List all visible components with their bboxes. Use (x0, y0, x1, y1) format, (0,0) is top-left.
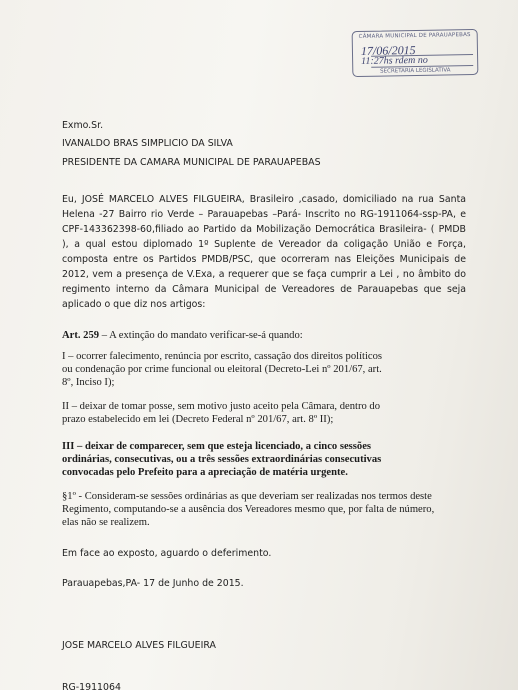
stamp-org: CÂMARA MUNICIPAL DE PARAUAPEBAS (358, 32, 471, 40)
article-title: Art. 259 (62, 330, 100, 341)
stamp-time: 11:27hs rdem no (361, 54, 428, 67)
addressee-role: PRESIDENTE DA CAMARA MUNICIPAL DE PARAUAPEBAS (62, 157, 321, 168)
stamp-date: 17/06/2015 (360, 42, 416, 58)
signature-name: JOSE MARCELO ALVES FILGUEIRA (62, 640, 216, 651)
addressee-name: IVANALDO BRAS SIMPLICIO DA SILVA (62, 138, 233, 149)
paragraph-1: §1º - Consideram-se sessões ordinárias as que deveriam ser realizadas nos termos deste Regimento, computando-se a ausência dos Vereadores mesmo que, por falta de número, elas não se realizem. (62, 491, 435, 528)
salutation: Exmo.Sr. (62, 120, 104, 131)
intro-paragraph: Eu, JOSÉ MARCELO ALVES FILGUEIRA, Brasileiro ,casado, domiciliado na rua Santa Helena -27 Bairro rio Verde – Parauapebas –Pará- Inscrito no RG-1911064-ssp-PA, e CPF-143362398-60,filiado ao Partido da Mobilização Democrática Brasileira- ( PMDB ), a qual estou diplomado 1º Suplente de Vereador da coligação União e Força, composta entre os Partidos PMDB/PSC, que ocorreram nas Eleições Municipais de 2012, vem a presença de V.Exa, a requerer que se faça cumprir a Lei , no âmbito do regimento interno da Câmara Municipal de Vereadores de Parauapebas que seja aplicado o que diz nos artigos: (62, 194, 466, 310)
article-text: – A extinção do mandato verificar-se-á quando: (99, 330, 303, 341)
stamp-dept: SECRETARIA LEGISLATIVA (380, 67, 451, 75)
inciso-3: III – deixar de comparecer, sem que esteja licenciado, a cinco sessões ordinárias, consecutivas, ou a três sessões extraordinárias consecutivas convocadas pelo Prefeito para a apreciação de matéria urgente. (62, 441, 382, 478)
closing-text: Em face ao exposto, aguardo o deferimento. (62, 548, 272, 559)
closing-date: Parauapebas,PA- 17 de Junho de 2015. (62, 578, 244, 589)
inciso-1: I – ocorrer falecimento, renúncia por escrito, cassação dos direitos políticos ou condenação por crime funcional ou eleitoral (Decreto-Lei nº 201/67, art. 8º, Inciso I); (62, 351, 383, 388)
article-heading (62, 330, 303, 341)
protocol-stamp (352, 29, 479, 77)
signature-rg: RG-1911064 (62, 682, 121, 690)
inciso-2: II – deixar de tomar posse, sem motivo justo aceito pela Câmara, dentro do prazo estabelecido em lei (Decreto Federal nº 201/67, art. 8º II); (62, 401, 381, 425)
